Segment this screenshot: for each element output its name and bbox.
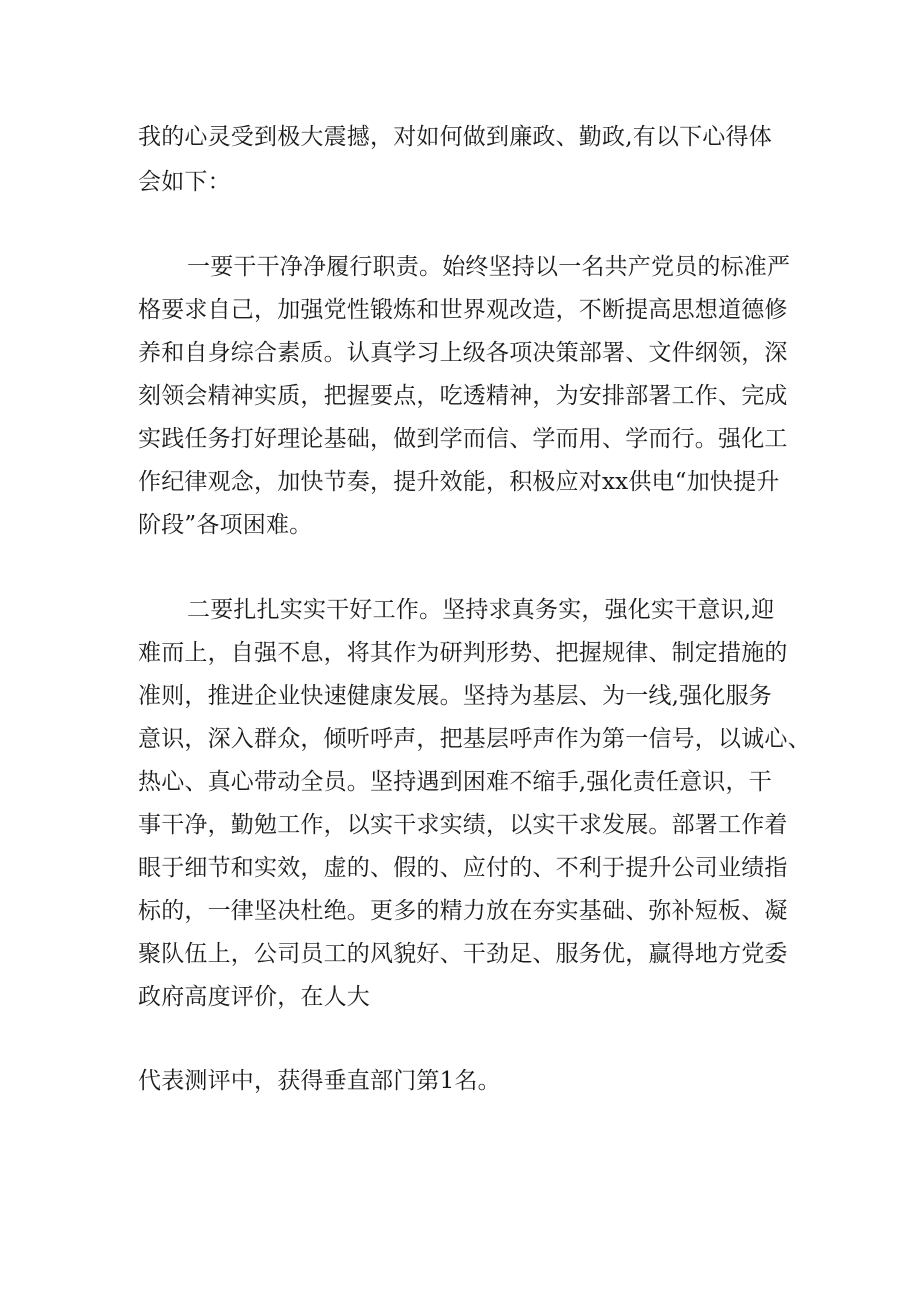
paragraph1-line-1: 一要干干净净履行职责。始终坚持以一名共产党员的标准严 xyxy=(187,254,791,280)
paragraph2-line-2: 难而上，自强不息，将其作为研判形势、把握规律、制定措施的 xyxy=(138,640,788,666)
paragraph1-line-6: 作纪律观念，加快节奏，提升效能，积极应对xx供电“加快提升 xyxy=(138,469,780,495)
paragraph2-line-6: 事干净，勤勉工作，以实干求实绩，以实干求发展。部署工作着 xyxy=(138,812,788,838)
paragraph1-line-5: 实践任务打好理论基础，做到学而信、学而用、学而行。强化工 xyxy=(138,426,788,452)
paragraph2-line-4: 意识，深入群众，倾听呼声，把基层呼声作为第一信号，以诚心、 xyxy=(138,726,811,752)
paragraph2-line-5: 热心、真心带动全员。坚持遇到困难不缩手,强化责任意识，干 xyxy=(138,769,772,795)
paragraph1-line-3: 养和自身综合素质。认真学习上级各项决策部署、文件纲领，深 xyxy=(138,340,788,366)
paragraph2-line-1: 二要扎扎实实干好工作。坚持求真务实，强化实干意识,迎 xyxy=(187,597,775,623)
paragraph2-line-8: 标的，一律坚决杜绝。更多的精力放在夯实基础、弥补短板、凝 xyxy=(138,898,788,924)
closing-line-1: 代表测评中，获得垂直部门第1名。 xyxy=(138,1068,501,1094)
intro-line-2: 会如下： xyxy=(138,169,231,195)
paragraph1-line-4: 刻领会精神实质，把握要点，吃透精神，为安排部署工作、完成 xyxy=(138,383,788,409)
paragraph2-line-7: 眼于细节和实效，虚的、假的、应付的、不利于提升公司业绩指 xyxy=(138,855,788,881)
paragraph1-line-7: 阶段”各项困难。 xyxy=(138,512,313,538)
paragraph2-line-9: 聚队伍上，公司员工的风貌好、干劲足、服务优，赢得地方党委 xyxy=(138,941,788,967)
intro-line-1: 我的心灵受到极大震撼，对如何做到廉政、勤政,有以下心得体 xyxy=(138,124,772,150)
paragraph2-line-3: 准则，推进企业快速健康发展。坚持为基层、为一线,强化服务 xyxy=(138,683,772,709)
paragraph1-line-2: 格要求自己，加强党性锻炼和世界观改造，不断提高思想道德修 xyxy=(138,297,788,323)
paragraph2-line-10: 政府高度评价，在人大 xyxy=(138,984,370,1010)
